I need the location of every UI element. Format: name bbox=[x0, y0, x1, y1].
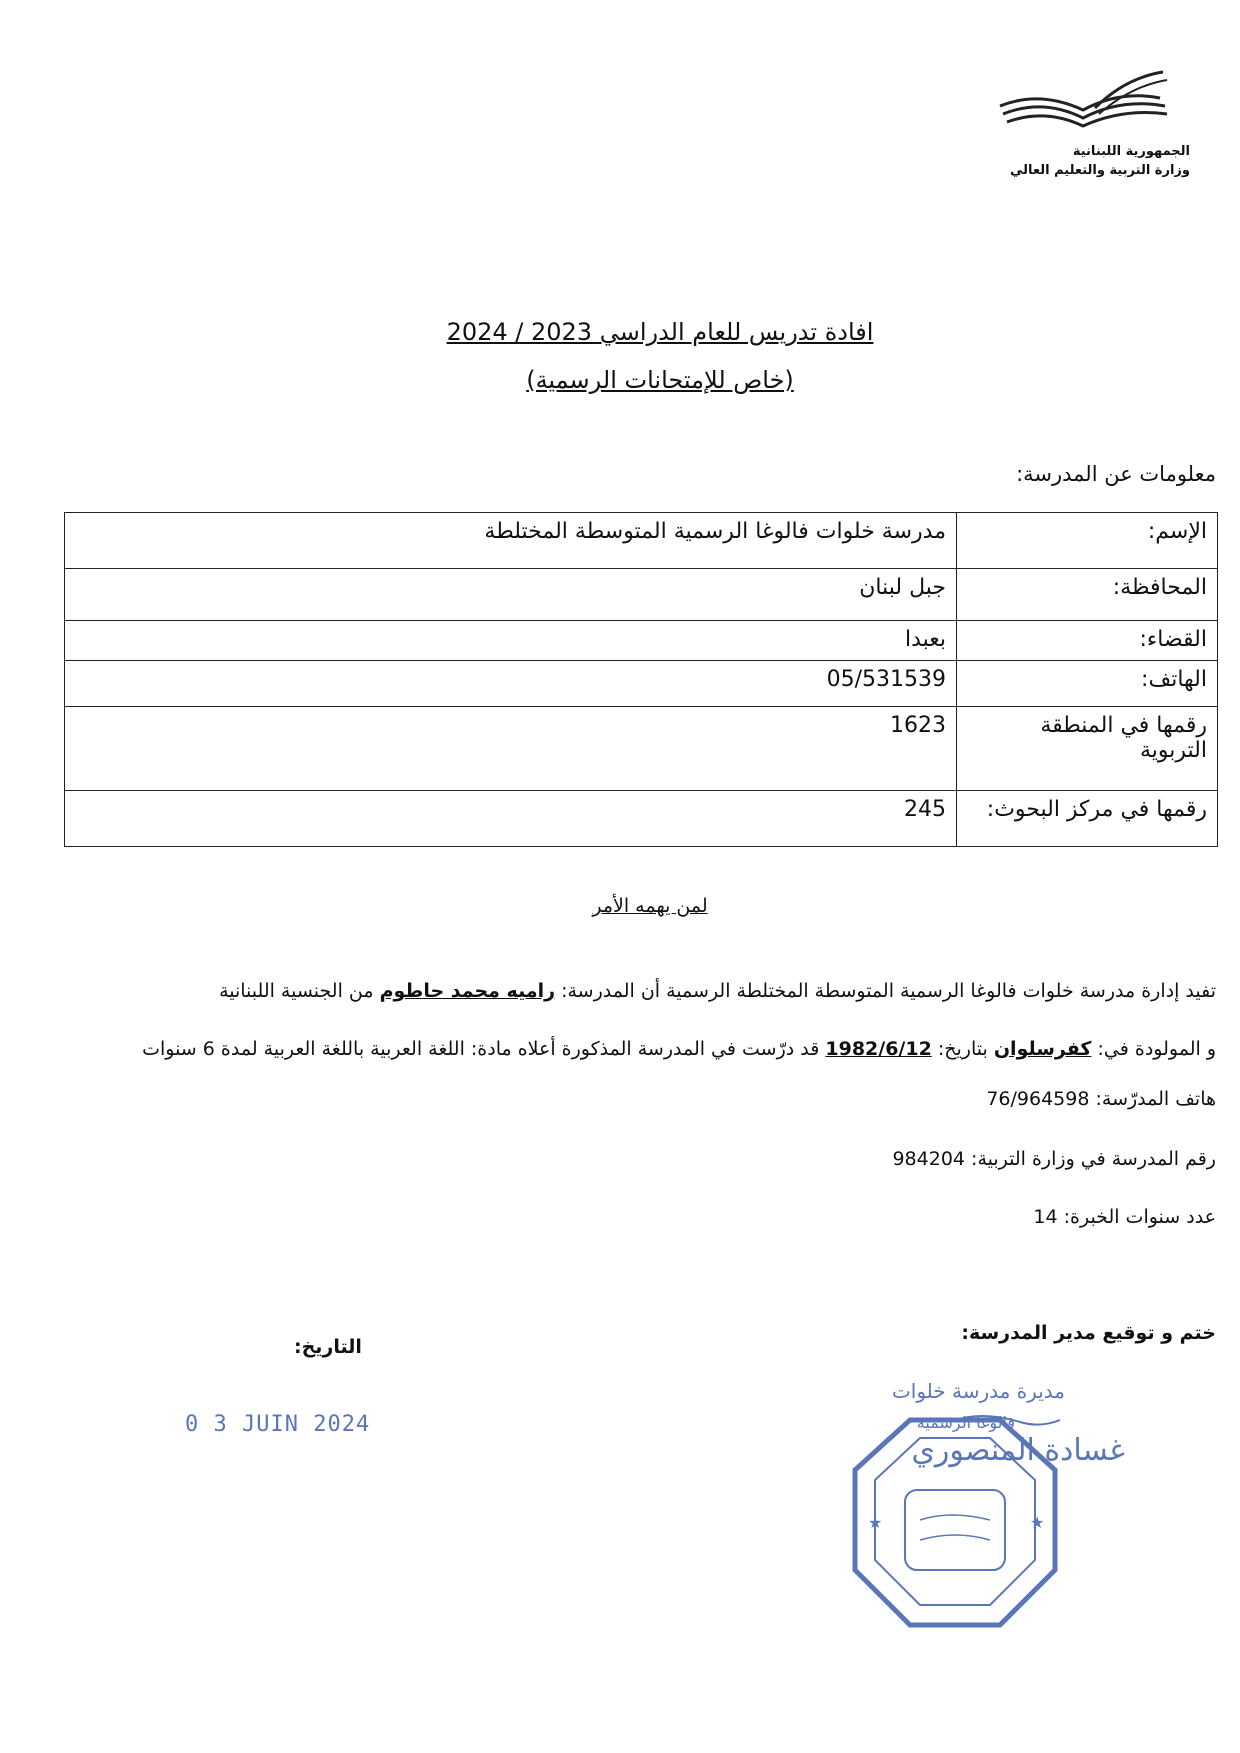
table-row bbox=[65, 621, 1218, 661]
certificate-title: افادة تدريس للعام الدراسي 2023 / 2024 bbox=[446, 318, 874, 346]
svg-text:★: ★ bbox=[1030, 1513, 1045, 1532]
value-research-number: 245 bbox=[65, 791, 957, 847]
letter-line-1: تفيد إدارة مدرسة خلوات فالوغا الرسمية المتوسطة المختلطة الرسمية أن المدرسة: راميه محمد حاطوم من الجنسية اللبنانية bbox=[219, 980, 1216, 1002]
value-governorate: جبل لبنان bbox=[65, 569, 957, 621]
ministry-number: 984204 bbox=[892, 1148, 965, 1170]
value-region-number: 1623 bbox=[65, 707, 957, 791]
label-region-number: رقمها في المنطقة التربوية bbox=[957, 707, 1218, 791]
teacher-name: راميه محمد حاطوم bbox=[379, 980, 556, 1002]
stamp-text-top: مديرة مدرسة خلوات bbox=[891, 1379, 1065, 1403]
teacher-phone-line: هاتف المدرّسة: 76/964598 bbox=[986, 1088, 1216, 1110]
ministry-name: وزارة التربية والتعليم العالي bbox=[1009, 163, 1190, 178]
label-district: القضاء: bbox=[957, 621, 1218, 661]
experience-years: 14 bbox=[1033, 1206, 1058, 1228]
value-name: مدرسة خلوات فالوغا الرسمية المتوسطة المختلطة bbox=[65, 513, 957, 569]
table-row bbox=[65, 661, 1218, 707]
stamp-name: غسادة المنصوري bbox=[911, 1433, 1125, 1468]
table-row bbox=[65, 707, 1218, 791]
letter-line-2: و المولودة في: كفرسلوان بتاريخ: 1982/6/12 قد درّست في المدرسة المذكورة أعلاه مادة: اللغة العربية باللغة العربية لمدة 6 سنوات bbox=[142, 1038, 1216, 1060]
table-row bbox=[65, 513, 1218, 569]
value-district: بعبدا bbox=[65, 621, 957, 661]
school-info-table bbox=[64, 512, 1218, 847]
ministry-header bbox=[930, 142, 1190, 180]
svg-text:★: ★ bbox=[868, 1513, 883, 1532]
certificate-subtitle: (خاص للإمتحانات الرسمية) bbox=[526, 366, 794, 394]
value-phone: 05/531539 bbox=[65, 661, 957, 707]
to-whom-heading: لمن يهمه الأمر bbox=[592, 895, 708, 917]
label-governorate: المحافظة: bbox=[957, 569, 1218, 621]
official-stamp-icon bbox=[830, 1370, 1150, 1670]
stamp-text-sub: فالوغا الرسمية bbox=[916, 1413, 1015, 1432]
table-row bbox=[65, 569, 1218, 621]
ministry-number-line: رقم المدرسة في وزارة التربية: 984204 bbox=[892, 1148, 1216, 1170]
date-label: التاريخ: bbox=[294, 1336, 362, 1358]
teacher-phone: 76/964598 bbox=[986, 1088, 1090, 1110]
date-stamp: 0 3 JUIN 2024 bbox=[185, 1412, 371, 1437]
table-row bbox=[65, 791, 1218, 847]
republic-name: الجمهورية اللبنانية bbox=[1072, 144, 1190, 159]
ministry-logo-icon bbox=[995, 68, 1175, 138]
birthdate: 1982/6/12 bbox=[825, 1038, 932, 1060]
label-research-number: رقمها في مركز البحوث: bbox=[957, 791, 1218, 847]
signature-label: ختم و توقيع مدير المدرسة: bbox=[961, 1322, 1216, 1344]
experience-line: عدد سنوات الخبرة: 14 bbox=[1033, 1206, 1216, 1228]
label-name: الإسم: bbox=[957, 513, 1218, 569]
label-phone: الهاتف: bbox=[957, 661, 1218, 707]
birthplace: كفرسلوان bbox=[993, 1038, 1092, 1060]
school-info-heading: معلومات عن المدرسة: bbox=[1016, 462, 1216, 486]
